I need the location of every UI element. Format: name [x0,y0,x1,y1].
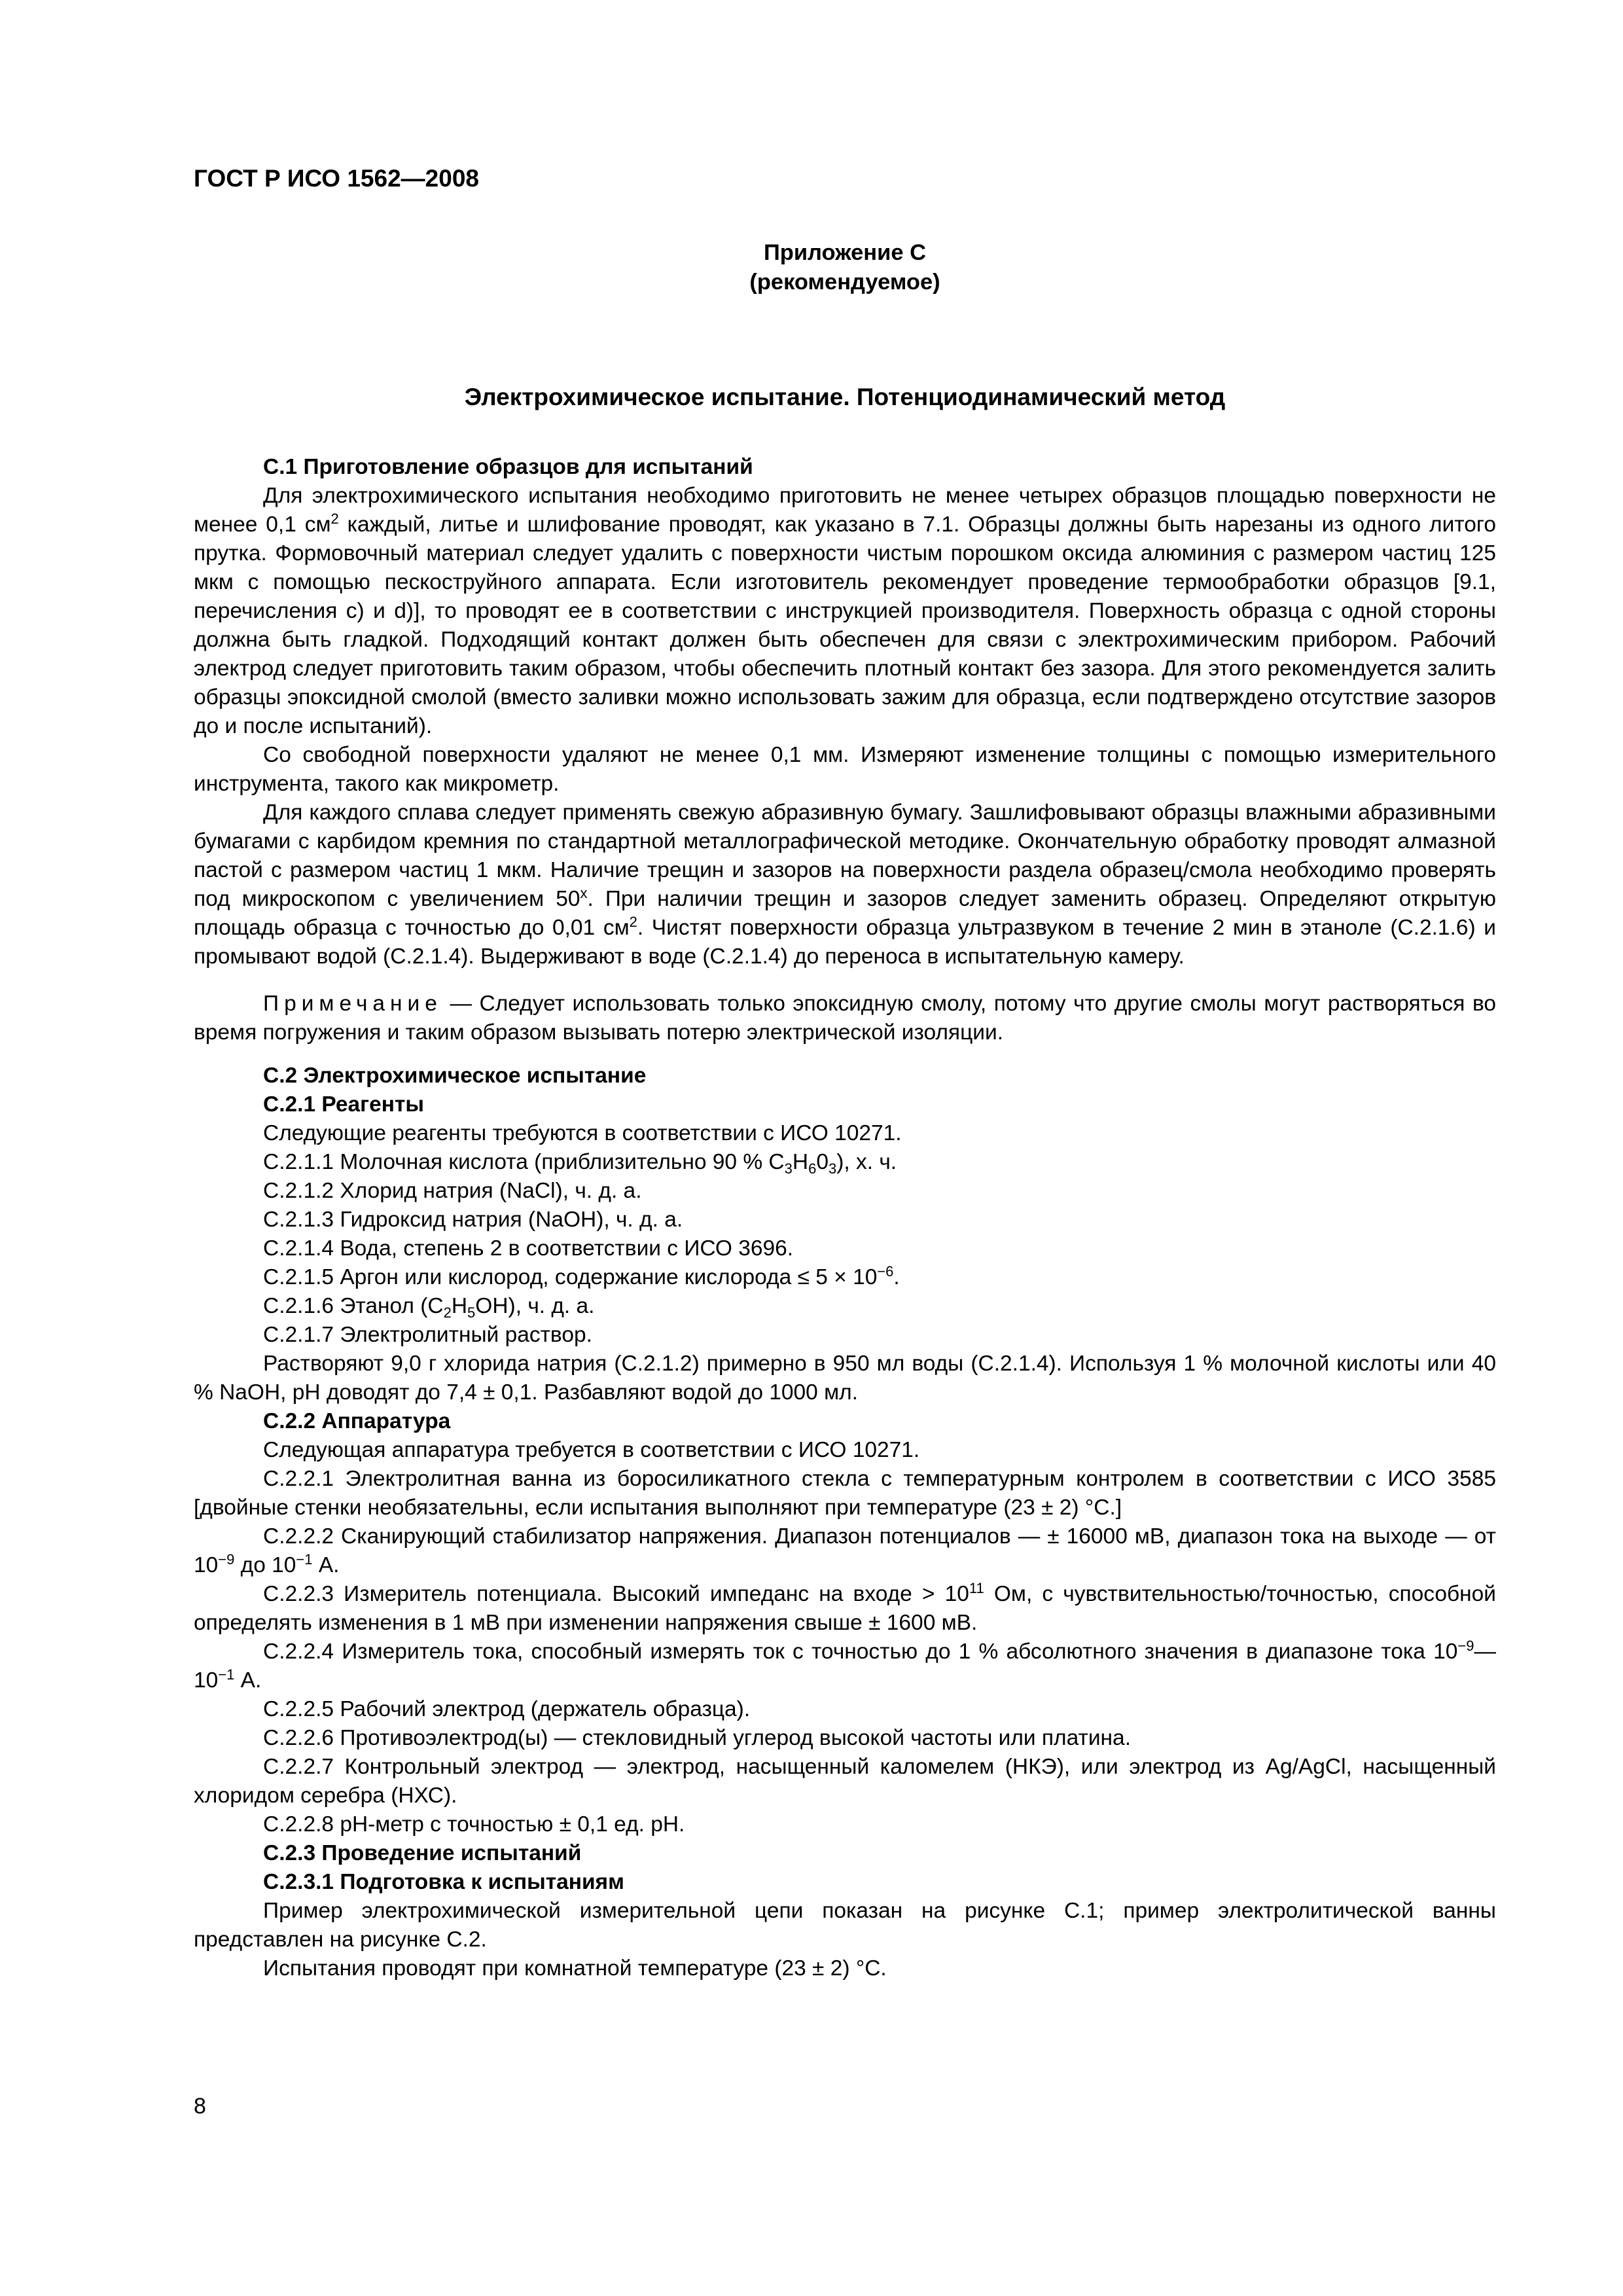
apparatus-intro: Следующая аппаратура требуется в соответствии с ИСО 10271. [263,1438,920,1462]
solution-paragraph: Растворяют 9,0 г хлорида натрия (С.2.1.2) примерно в 950 мл воды (С.2.1.4). Используя 1 % молочной кислоты или 40 % NaOH, pH доводят до 7,4 ± 0,1. Разбавляют водой до 1000 мл. [194,1352,1496,1405]
note-c1: Примечание — Следует использовать только эпоксидную смолу, потому что другие смолы могут растворяться во время погружения и таким образом вызывать потерю электрической изоляции. [194,992,1496,1045]
apparatus-item-8: С.2.2.8 pH-метр с точностью ± 0,1 ед. pH. [263,1812,685,1837]
note-label: Примечание [263,992,442,1016]
subsection-heading-c22: С.2.2 Аппаратура [263,1409,451,1433]
reagent-item-2: С.2.1.2 Хлорид натрия (NaCl), ч. д. а. [263,1179,642,1203]
apparatus-item-3: С.2.2.3 Измеритель потенциала. Высокий импеданс на входе > $10^{11}$ Ом, с чувствительностью/точностью, способной определять изменения в 1 мВ при изменении напряжения свыше ± 1600 мВ. [194,1580,1497,1635]
apparatus-item-6: С.2.2.6 Противоэлектрод(ы) — стекловидный углерод высокой частоты или платина. [263,1726,1131,1750]
section-heading-c2: С.2 Электрохимическое испытание [263,1064,647,1088]
annex-title: Электрохимическое испытание. Потенциодинамический метод [464,384,1226,410]
annex-status: (рекомендуемое) [749,270,940,295]
annex-heading [194,238,1496,297]
preparation-paragraph-2: Испытания проводят при комнатной температуре (23 ± 2) °С. [263,1956,887,1981]
document-body [194,453,1496,1983]
reagent-item-5: С.2.1.5 Аргон или кислород, содержание кислорода ≤ $5 \times 10^{-6}$. [263,1263,900,1289]
apparatus-item-4: С.2.2.4 Измеритель тока, способный измерять ток с точностью до 1 % абсолютного значения в диапазоне тока $10^{-9}—10^{-1}$ А. [194,1638,1496,1693]
reagent-item-1: С.2.1.1 Молочная кислота (приблизительно 90 % $С_3Н_60_3$), х. ч. [263,1150,897,1177]
apparatus-item-2: С.2.2.2 Сканирующий стабилизатор напряжения. Диапазон потенциалов — ± 16000 мВ, диапазон тока на выходе — от $10^{-9}$ до $10^{-1}$ А. [194,1524,1496,1577]
reagents-intro: Следующие реагенты требуются в соответствии с ИСО 10271. [263,1121,902,1145]
apparatus-item-5: С.2.2.5 Рабочий электрод (держатель образца). [263,1697,751,1721]
apparatus-item-1: С.2.2.1 Электролитная ванна из боросиликатного стекла с температурным контролем в соответствии с ИСО 3585 [двойные стенки необязательны, если испытания выполняют при температуре (23 ± 2) °С.] [194,1467,1496,1520]
document-code: ГОСТ Р ИСО 1562—2008 [194,165,479,192]
apparatus-item-7: С.2.2.7 Контрольный электрод — электрод, насыщенный каломелем (НКЭ), или электрод из Ag/AgCl, насыщенный хлоридом серебра (НХС). [194,1755,1496,1808]
subsection-heading-c23: С.2.3 Проведение испытаний [263,1841,582,1865]
reagent-item-7: С.2.1.7 Электролитный раствор. [263,1323,592,1347]
reagent-item-4: С.2.1.4 Вода, степень 2 в соответствии с ИСО 3696. [263,1236,794,1261]
paragraph-c1-3: Для каждого сплава следует применять свежую абразивную бумагу. Зашлифовывают образцы влажными абразивными бумагами с карбидом кремния по стандартной металлографической методике. Окончательную обработку проводят алмазной пастой с размером частиц 1 мкм. Наличие трещин и зазоров на поверхности раздела образец/смола необходимо проверять под микроскопом с увеличением $50^х$. При наличии трещин и зазоров следует заменить образец. Определяют открытую площадь образца с точностью до 0,01 $см^2$. Чистят поверхности образца ультразвуком в течение 2 мин в этаноле (С.2.1.6) и промывают водой (С.2.1.4). Выдерживают в воде (С.2.1.4) до переноса в испытательную камеру. [194,800,1496,969]
paragraph-c1-2: Со свободной поверхности удаляют не менее 0,1 мм. Измеряют изменение толщины с помощью измерительного инструмента, такого как микрометр. [194,743,1496,796]
reagent-item-6: С.2.1.6 Этанол $(С_2Н_5ОН)$, ч. д. а. [263,1294,595,1321]
section-heading-c1: С.1 Приготовление образцов для испытаний [263,455,753,479]
annex-label: Приложение С [763,240,927,265]
reagent-item-3: С.2.1.3 Гидроксид натрия (NaOH), ч. д. а. [263,1208,683,1232]
subsection-heading-c21: С.2.1 Реагенты [263,1092,424,1117]
paragraph-c1-1: Для электрохимического испытания необходимо приготовить не менее четырех образцов площадью поверхности не менее 0,1 $см^2$ каждый, литье и шлифование проводят, как указано в 7.1. Образцы должны быть нарезаны из одного литого прутка. Формовочный материал следует удалить с поверхности чистым порошком оксида алюминия с размером частиц 125 мкм с помощью пескоструйного аппарата. Если изготовитель рекомендует проведение термообработки образцов [9.1, перечисления с) и d)], то проводят ее в соответствии с инструкцией производителя. Поверхность образца с одной стороны должна быть гладкой. Подходящий контакт должен быть обеспечен для связи с электрохимическим прибором. Рабочий электрод следует приготовить таким образом, чтобы обеспечить плотный контакт без зазора. Для этого рекомендуется залить образцы эпоксидной смолой (вместо заливки можно использовать зажим для образца, если подтверждено отсутствие зазоров до и после испытаний). [194,484,1497,738]
preparation-paragraph-1: Пример электрохимической измерительной цепи показан на рисунке С.1; пример электролитической ванны представлен на рисунке С.2. [194,1899,1496,1952]
subsection-heading-c231: С.2.3.1 Подготовка к испытаниям [263,1870,624,1894]
page-number: 8 [194,2094,206,2119]
